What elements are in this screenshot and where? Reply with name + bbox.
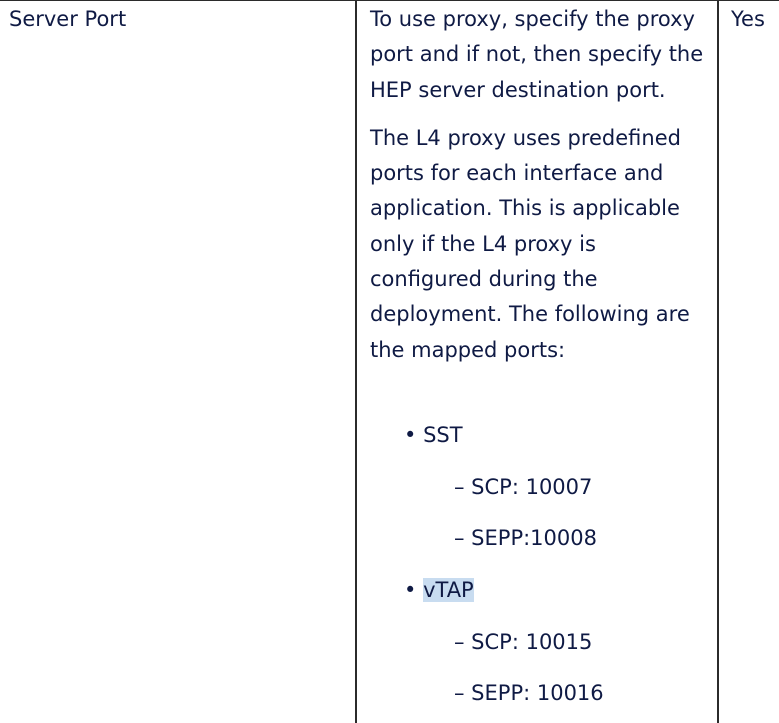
list-item-sst (404, 418, 463, 453)
description-cell (370, 2, 710, 368)
list-item-vtap (404, 573, 474, 608)
bullet-glyph: • (404, 423, 424, 447)
mandatory-cell (731, 2, 777, 38)
column-divider-2 (717, 0, 719, 723)
table-top-border (0, 0, 779, 1)
list-item-label: SST (423, 423, 463, 447)
description-paragraph-2: The L4 proxy uses predefined ports for each interface and application. This is applicable only if the L4 proxy is configured during the deployment. The following are the mapped ports: (370, 125, 690, 362)
sub-item: – SEPP:10008 (454, 526, 597, 550)
parameter-name: Server Port (9, 7, 127, 31)
sub-item: – SEPP: 10016 (454, 681, 604, 705)
column-divider-1 (355, 0, 357, 723)
sub-item: – SCP: 10007 (454, 475, 593, 499)
sub-item: – SCP: 10015 (454, 630, 593, 654)
highlighted-selection: vTAP (423, 578, 474, 602)
bullet-glyph: • (404, 578, 424, 602)
description-paragraph-1: To use proxy, specify the proxy port and if not, then specify the HEP server destination port. (370, 7, 704, 102)
parameter-name-cell (9, 2, 349, 38)
mandatory-value: Yes (731, 7, 765, 31)
